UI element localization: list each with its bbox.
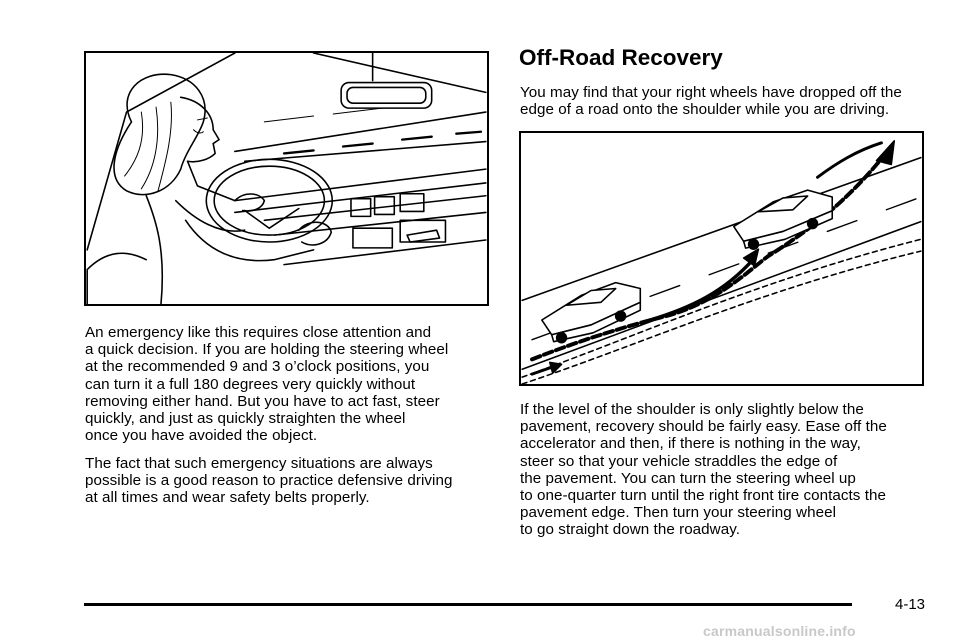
driver-steering-illustration xyxy=(84,51,489,306)
left-paragraph-defensive-driving: The fact that such emergency situations are always possible is a good reason to practice defensive driving at all times and wear safety belts properly. xyxy=(85,455,453,507)
right-intro-paragraph: You may find that your right wheels have dropped off the edge of a road onto the shoulder while you are driving. xyxy=(520,84,902,119)
left-paragraph-emergency: An emergency like this requires close attention and a quick decision. If you are holding the steering wheel at the recommended 9 and 3 o’clock positions, you can turn it a full 180 degrees very quickly without removing either hand. But you have to act fast, steer quickly, and just as quickly straighten the wheel once you have avoided the object. xyxy=(85,324,449,445)
watermark-logo: carmanualsonline.info xyxy=(703,623,856,639)
right-paragraph-recovery: If the level of the shoulder is only slightly below the pavement, recovery should be fairly easy. Ease off the accelerator and then, if there is nothing in the way, steer so that your vehicle straddles the edge of the pavement. You can turn the steering wheel up to one-quarter turn until the right front tire contacts the pavement edge. Then turn your steering wheel to go straight down the roadway. xyxy=(520,401,887,539)
page-number: 4-13 xyxy=(895,596,926,613)
car-2 xyxy=(734,190,832,249)
footer-rule xyxy=(84,603,852,606)
off-road-recovery-illustration xyxy=(519,131,924,386)
section-heading: Off-Road Recovery xyxy=(519,45,723,70)
car-1 xyxy=(542,283,640,343)
